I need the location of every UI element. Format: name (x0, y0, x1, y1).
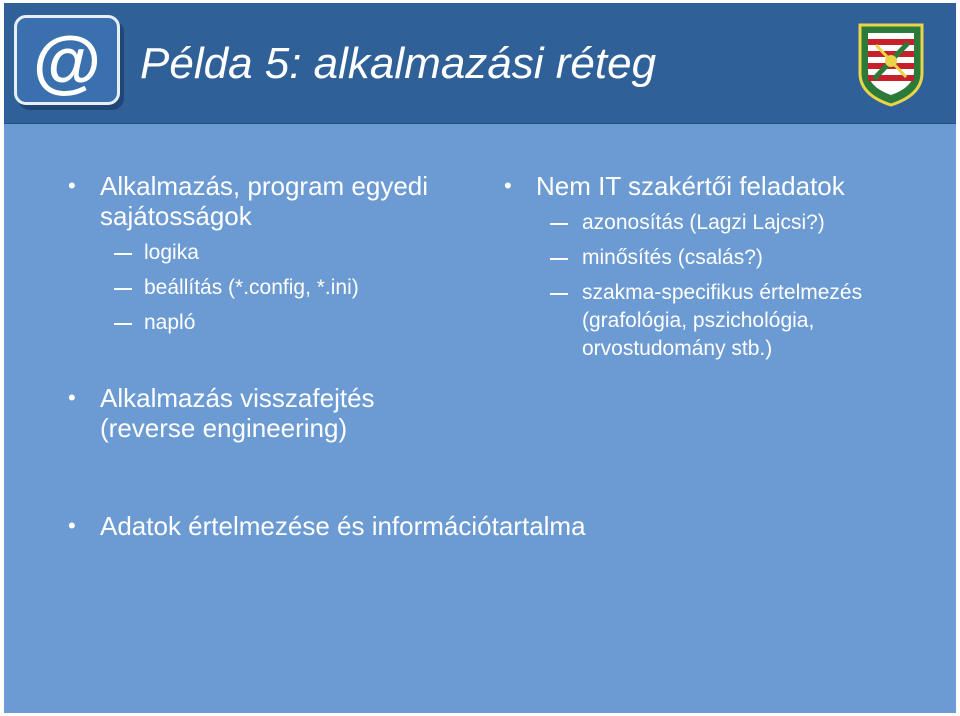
logo-symbol: @ (32, 22, 102, 100)
slide-title: Példa 5: alkalmazási réteg (140, 39, 657, 88)
bullet-data-interpretation (68, 511, 668, 541)
bullet-dot-icon: • (68, 513, 76, 538)
sub-item-identification (504, 209, 944, 237)
dash-icon (114, 288, 132, 290)
dash-icon (550, 258, 568, 260)
sub-item-text: azonosítás (Lagzi Lajcsi?) (582, 211, 825, 234)
dash-icon (114, 253, 132, 255)
at-sign-logo-icon (14, 15, 120, 105)
sub-item-text: napló (144, 311, 196, 334)
dash-icon (550, 223, 568, 225)
sub-item-logic (68, 239, 468, 267)
sub-item-text: szakma-specifikus értelmezés (grafológia, pszichológia, orvostudomány stb.) (582, 281, 863, 360)
sub-item-config (68, 274, 468, 302)
sub-item-log (68, 309, 468, 337)
bullet-reverse-engineering (68, 383, 468, 443)
bottom-section (68, 511, 668, 541)
university-crest-icon (856, 21, 926, 107)
bullet-dot-icon: • (504, 173, 512, 198)
bullet-text: Nem IT szakértői feladatok (536, 171, 845, 201)
bullet-app-specifics (68, 171, 468, 231)
bullet-text: Adatok értelmezése és információtartalma (100, 511, 586, 541)
sub-item-text: beállítás (*.config, *.ini) (144, 276, 359, 299)
sub-item-text: logika (144, 241, 199, 264)
bullet-text: Alkalmazás, program egyedi sajátosságok (100, 171, 429, 231)
bullet-dot-icon: • (68, 173, 76, 198)
sub-item-domain-interpretation (504, 279, 944, 363)
slide (4, 3, 956, 713)
slide-header (4, 3, 956, 124)
bullet-dot-icon: • (68, 385, 76, 410)
bullet-text: Alkalmazás visszafejtés (reverse engineering) (100, 383, 375, 443)
right-column (504, 171, 944, 363)
bullet-non-it-experts (504, 171, 944, 201)
dash-icon (550, 293, 568, 295)
left-column (68, 171, 468, 443)
sub-item-text: minősítés (csalás?) (582, 246, 763, 269)
sub-item-qualification (504, 244, 944, 272)
dash-icon (114, 323, 132, 325)
